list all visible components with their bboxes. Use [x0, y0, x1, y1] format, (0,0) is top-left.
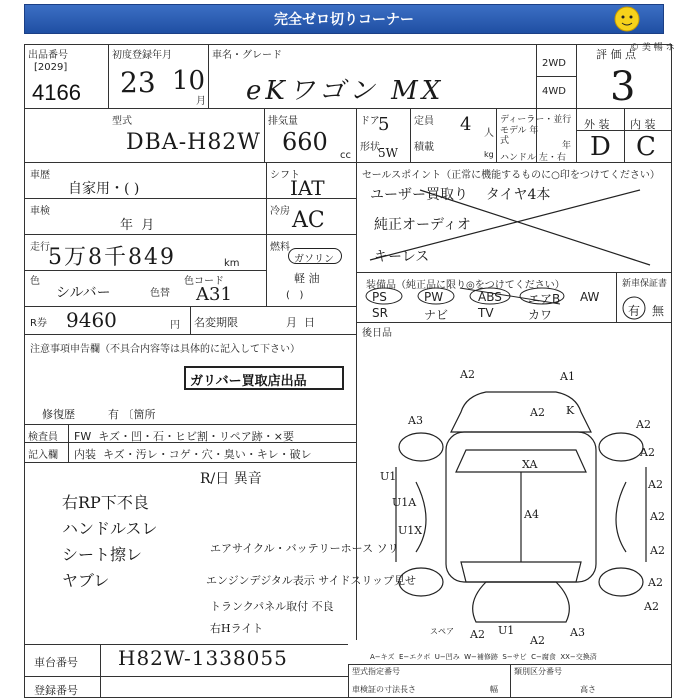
- fuel-paren: ( ): [286, 290, 304, 301]
- hand-note-5: R/日 異音: [200, 471, 262, 487]
- color-code-label: 色コード: [184, 276, 224, 287]
- model-spec-label: 型式指定番号: [352, 667, 400, 676]
- drive-4wd: 4WD: [542, 86, 566, 97]
- score-label: 評 価 点: [596, 48, 636, 61]
- equipment-pw: PW: [424, 290, 444, 304]
- mark-u1-bottom: U1: [498, 624, 515, 637]
- hand-note-1: 右RP下不良: [62, 493, 149, 512]
- equipment-leather: カワ: [528, 308, 553, 322]
- equipment-abs: ABS: [478, 290, 502, 304]
- sales-points-line1: ユーザー買取り タイヤ4本: [370, 187, 551, 203]
- height-label: 高さ: [580, 685, 596, 694]
- shape-label: 形状: [360, 142, 380, 153]
- recycle-label: R券: [30, 318, 47, 329]
- length-label: 長さ: [400, 685, 416, 694]
- category-label: 類別区分番号: [514, 667, 562, 676]
- mark-a2-hood: A2: [530, 406, 545, 419]
- score-value: 3: [610, 64, 636, 110]
- name-label: 車名・グレード: [212, 50, 282, 61]
- warranty-yes: 有: [628, 304, 641, 318]
- lot-year: [2029]: [34, 62, 68, 73]
- mark-u1-left1: U1: [380, 470, 397, 483]
- displacement-value: 660: [282, 128, 328, 156]
- cc-unit: cc: [340, 150, 351, 161]
- name-change-label: 名変期限: [194, 316, 238, 329]
- width-label: 幅: [490, 685, 498, 694]
- interior-line: 内装 キズ・汚レ・コゲ・穴・臭い・キレ・破レ: [74, 448, 312, 461]
- center-note-2: エンジンデジタル表示 サイドスリップ見せ: [206, 574, 416, 587]
- equipment-navi: ナビ: [424, 308, 449, 322]
- reg-year: 23: [120, 66, 156, 99]
- mark-a2-bottom2: A2: [530, 634, 545, 647]
- mark-a2-right4: A2: [650, 510, 665, 523]
- name-change-value: 月 日: [286, 316, 315, 329]
- doors-value: 5: [378, 114, 390, 135]
- inspection-value: 年 月: [120, 218, 155, 233]
- model-year-label: モデル 年式: [500, 126, 539, 146]
- mark-a1-top: A1: [560, 370, 575, 383]
- warranty-circle: [620, 294, 648, 322]
- recycle-value: 9460: [66, 308, 117, 332]
- entry-label: 記入欄: [28, 450, 58, 461]
- load-label: 積載: [414, 142, 434, 153]
- inspection-label: 車検: [30, 206, 50, 217]
- sales-points-strike: [360, 180, 660, 270]
- reg-month-unit: 月: [196, 96, 206, 107]
- model-label: 型式: [112, 116, 132, 127]
- sales-points-label: セールスポイント（正常に機能するものに○印をつけてください）: [362, 170, 660, 181]
- int-label: 内 装: [630, 118, 656, 131]
- capacity-value: 4: [460, 114, 472, 135]
- mascot-right-icon: [612, 4, 642, 34]
- mark-u1x: U1X: [398, 524, 423, 537]
- ac-label: 冷房: [270, 206, 290, 217]
- year-unit: 年: [562, 141, 572, 151]
- color-code: A31: [196, 284, 232, 305]
- equipment-ps: PS: [372, 290, 387, 304]
- warranty-no: 無: [652, 304, 665, 318]
- mark-a2-right1: A2: [636, 418, 651, 431]
- mark-a4: A4: [524, 508, 539, 521]
- mark-xa: XA: [522, 458, 538, 471]
- header-banner: [24, 4, 664, 34]
- fuel-gas: ガソリン: [294, 254, 334, 265]
- inspector-label: 検査員: [28, 432, 58, 443]
- mileage-label: 走行: [30, 242, 50, 253]
- mark-k: K: [566, 404, 575, 417]
- fuel-label: 燃料: [270, 242, 290, 253]
- top-right-fragment: © 美 暢 ホ: [630, 43, 675, 53]
- center-note-3: トランクパネル取付 不良: [210, 600, 334, 613]
- fw-line: FW キズ・凹・石・ヒビ割・リペア跡・×要: [74, 430, 294, 443]
- center-note-1: エアサイクル・バッテリーホース ソリ: [210, 542, 399, 555]
- stamp-text: ガリバー買取店出品: [190, 374, 307, 389]
- color-value: シルバー: [56, 285, 111, 301]
- new-warranty-label: 新車保証書: [622, 279, 668, 289]
- dealer-label: ディーラー・並行: [500, 115, 572, 125]
- hand-note-4: ヤブレ: [62, 571, 110, 590]
- center-note-4: 右Hライト: [210, 622, 264, 635]
- lot-label: 出品番号: [28, 50, 68, 61]
- rear-seat-label: 後日品: [362, 328, 392, 339]
- size-label: 車検証の寸法: [352, 685, 400, 694]
- mark-u1a: U1A: [392, 496, 417, 509]
- notes-label: 注意事項申告欄（不具合内容等は具体的に記入して下さい）: [30, 344, 300, 355]
- hand-note-2: ハンドルスレ: [62, 519, 158, 538]
- model-code: DBA-H82W: [126, 130, 261, 155]
- equipment-airbag: エアB: [528, 292, 561, 306]
- first-reg-label: 初度登録年月: [112, 50, 172, 61]
- color-num-label: 色替: [150, 288, 170, 299]
- mark-a2-right2: A2: [640, 446, 655, 459]
- reg-no-label: 登録番号: [34, 684, 78, 697]
- ext-grade: D: [590, 132, 611, 162]
- repair-label: 修復歴: [42, 408, 75, 421]
- mark-a2-right5: A2: [650, 544, 665, 557]
- handle-label: ハンドル 左・右: [500, 153, 566, 163]
- equipment-label: 装備品（純正品に限り◎をつけてください）: [366, 280, 565, 291]
- chassis-label: 車台番号: [34, 656, 78, 669]
- mark-a2-right7: A2: [644, 600, 659, 613]
- ext-label: 外 装: [584, 118, 610, 131]
- history-value: 自家用・( ): [68, 181, 140, 197]
- equipment-sr: SR: [372, 306, 388, 320]
- banner-title: 完全ゼロ切りコーナー: [274, 12, 414, 28]
- displacement-label: 排気量: [268, 116, 298, 127]
- yen-unit: 円: [170, 320, 180, 331]
- person-unit: 人: [484, 128, 494, 139]
- mark-a3-bottom: A3: [570, 626, 585, 639]
- ac-value: AC: [292, 208, 325, 233]
- history-label: 車歴: [30, 170, 50, 181]
- mark-a2-right3: A2: [648, 478, 663, 491]
- repair-value: 有 〔箇所: [108, 408, 156, 421]
- mark-a3-left: A3: [408, 414, 423, 427]
- reg-month: 10: [172, 66, 206, 96]
- car-name: eKワゴン MX: [246, 76, 445, 106]
- shape-value: 5W: [378, 146, 398, 160]
- equipment-circles: [360, 284, 620, 306]
- fuel-light: 軽 油: [294, 272, 320, 285]
- mileage-value: 5万8千849: [48, 245, 176, 270]
- km-unit: km: [224, 258, 240, 269]
- hand-note-3: シート擦レ: [62, 545, 143, 564]
- lot-number: 4166: [32, 80, 81, 105]
- shift-label: シフト: [270, 170, 300, 181]
- door-label: ドア: [360, 116, 380, 127]
- color-label: 色: [30, 276, 40, 287]
- mark-a2-right6: A2: [648, 576, 663, 589]
- mark-a2-top: A2: [460, 368, 475, 381]
- mark-a2-bottom1: A2: [470, 628, 485, 641]
- chassis-value: H82W-1338055: [118, 646, 288, 670]
- equipment-aw: AW: [580, 290, 600, 304]
- int-grade: C: [636, 132, 656, 162]
- equipment-tv: TV: [478, 306, 494, 320]
- spare-label: スペア: [430, 627, 454, 636]
- kg-unit: kg: [484, 150, 494, 159]
- shift-value: IAT: [290, 176, 325, 200]
- sales-points-line2: 純正オーディオ: [374, 217, 471, 233]
- damage-legend: A−キズ E−エクボ U−凹み W−補修跡 S−サビ C−腐食 XX−交換済: [370, 653, 597, 661]
- car-damage-diagram: [376, 372, 666, 640]
- drive-2wd: 2WD: [542, 58, 566, 69]
- sales-points-line3: キーレス: [374, 249, 430, 265]
- capacity-label: 定員: [414, 116, 434, 127]
